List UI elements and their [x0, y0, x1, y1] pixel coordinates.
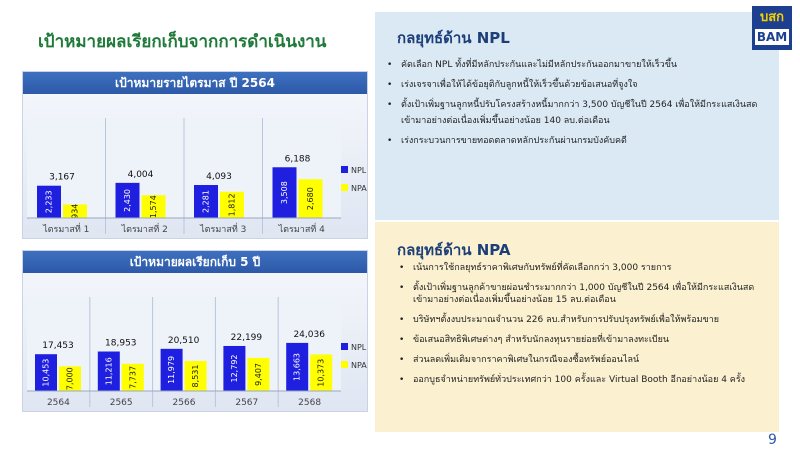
five-year-chart-title: เป้าหมายผลเรียกเก็บ 5 ปี [23, 251, 367, 273]
npa-legend-swatch [341, 184, 348, 191]
data-label: 11,979 [167, 355, 177, 384]
legend-label: NPA [351, 361, 367, 370]
quarterly-chart [23, 94, 367, 238]
data-label: 9,407 [253, 362, 263, 386]
logo-thai-text: บสก [759, 10, 785, 25]
data-label: 3,508 [280, 181, 289, 205]
data-label: 2,233 [44, 190, 54, 214]
list-item: • เร่งกระบวนการขายทอดตลาดหลักประกันผ่านกรมบังคับคดี [383, 133, 768, 149]
data-label: 10,453 [41, 358, 51, 387]
npl-strategy-title: กลยุทธ์ด้าน NPL [397, 29, 510, 47]
npl-strategy-list [383, 57, 768, 149]
npl-legend-swatch [341, 343, 348, 350]
page-title: เป้าหมายผลเรียกเก็บจากการดำเนินงาน [38, 32, 327, 52]
tick-label: 2567 [235, 398, 259, 408]
quarterly-chart-title: เป้าหมายรายไตรมาส ปี 2564 [23, 72, 367, 94]
tick-label: 2566 [172, 398, 196, 408]
tick-label: ไตรมาสที่ 3 [200, 225, 247, 235]
tick-label: ไตรมาสที่ 1 [43, 225, 90, 235]
total-label: 20,510 [167, 335, 200, 346]
tick-label: 2564 [46, 398, 70, 408]
page-number: 9 [768, 432, 777, 448]
total-label: 4,093 [206, 172, 232, 183]
data-label: 2,430 [123, 188, 132, 212]
data-label: 2,281 [201, 190, 211, 213]
list-item: • บริษัทฯตั้งงบประมาณจำนวน 226 ลบ.สำหรับการปรับปรุงทรัพย์เพื่อให้พร้อมขาย [395, 314, 763, 326]
data-label: 12,792 [229, 354, 239, 383]
data-label: 13,663 [292, 352, 302, 381]
data-label: 8,531 [191, 364, 201, 388]
total-label: 17,453 [42, 341, 74, 352]
logo-bam-text: BAM [756, 30, 788, 44]
total-label: 4,004 [127, 169, 154, 180]
legend-label: NPA [351, 184, 367, 193]
data-label: 11,216 [104, 357, 114, 386]
total-label: 3,167 [49, 172, 75, 183]
total-label: 18,953 [105, 338, 137, 349]
npl-legend-swatch [341, 166, 348, 173]
tick-label: ไตรมาสที่ 4 [278, 225, 325, 235]
list-item: • ตั้งเป้าเพิ่มฐานลูกหนี้ปรับโครงสร้างหนี้มากกว่า 3,500 บัญชีในปี 2564 เพื่อให้มีกระแสเงินสดเข้ามาอย่างต่อเนื่องเพิ่มขึ้นอย่างน้อย 140 ลบ.ต่อเดือน [383, 97, 768, 129]
five-year-chart [23, 273, 367, 411]
list-item: • เร่งเจรจาเพื่อให้ได้ข้อยุติกับลูกหนี้ให้เร็วขึ้นด้วยข้อเสนอที่จูงใจ [383, 77, 768, 93]
list-item: • ตั้งเป้าเพิ่มฐานลูกค้าขายผ่อนชำระมากกว่า 1,000 บัญชีในปี 2564 เพื่อให้มีกระแสเงินสดเข้ามาอย่างต่อเนื่องเพิ่มขึ้นอย่างน้อย 15 ลบ.ต่อเดือน [395, 282, 763, 306]
npa-strategy-title: กลยุทธ์ด้าน NPA [397, 241, 511, 259]
data-label: 934 [70, 203, 80, 219]
data-label: 7,000 [65, 367, 75, 391]
npa-strategy-list [395, 262, 763, 386]
total-label: 22,199 [230, 332, 263, 343]
list-item: • เน้นการใช้กลยุทธ์ราคาพิเศษกับทรัพย์ที่คัดเลือกกว่า 3,000 รายการ [395, 262, 763, 274]
list-item: • ข้อเสนอสิทธิพิเศษต่างๆ สำหรับนักลงทุนรายย่อยที่เข้ามาลงทะเบียน [395, 334, 763, 346]
data-label: 1,812 [227, 193, 237, 217]
total-label: 24,036 [293, 329, 325, 340]
tick-label: 2568 [298, 398, 322, 408]
bam-logo [752, 6, 792, 50]
quarterly-chart-panel [22, 71, 368, 239]
npa-legend-swatch [341, 361, 348, 368]
data-label: 10,373 [316, 358, 326, 387]
five-year-chart-panel [22, 250, 368, 412]
data-label: 1,574 [149, 195, 158, 219]
total-label: 6,188 [284, 154, 311, 165]
tick-label: 2565 [109, 398, 133, 408]
list-item: • คัดเลือก NPL ทั้งที่มีหลักประกันและไม่มีหลักประกันออกมาขายให้เร็วขึ้น [383, 57, 768, 73]
npa-strategy-box [375, 222, 779, 432]
tick-label: ไตรมาสที่ 2 [121, 225, 168, 235]
list-item: • ส่วนลดเพิ่มเติมจากราคาพิเศษในกรณีจองซื้อทรัพย์ออนไลน์ [395, 354, 763, 366]
legend-label: NPL [351, 166, 367, 175]
data-label: 7,737 [128, 365, 138, 389]
npl-strategy-box [375, 12, 779, 220]
legend-label: NPL [351, 343, 367, 352]
data-label: 2,680 [306, 187, 315, 211]
list-item: • ออกบูธจำหน่ายทรัพย์ทั่วประเทศกว่า 100 ครั้งและ Virtual Booth อีกอย่างน้อย 4 ครั้ง [395, 374, 763, 386]
